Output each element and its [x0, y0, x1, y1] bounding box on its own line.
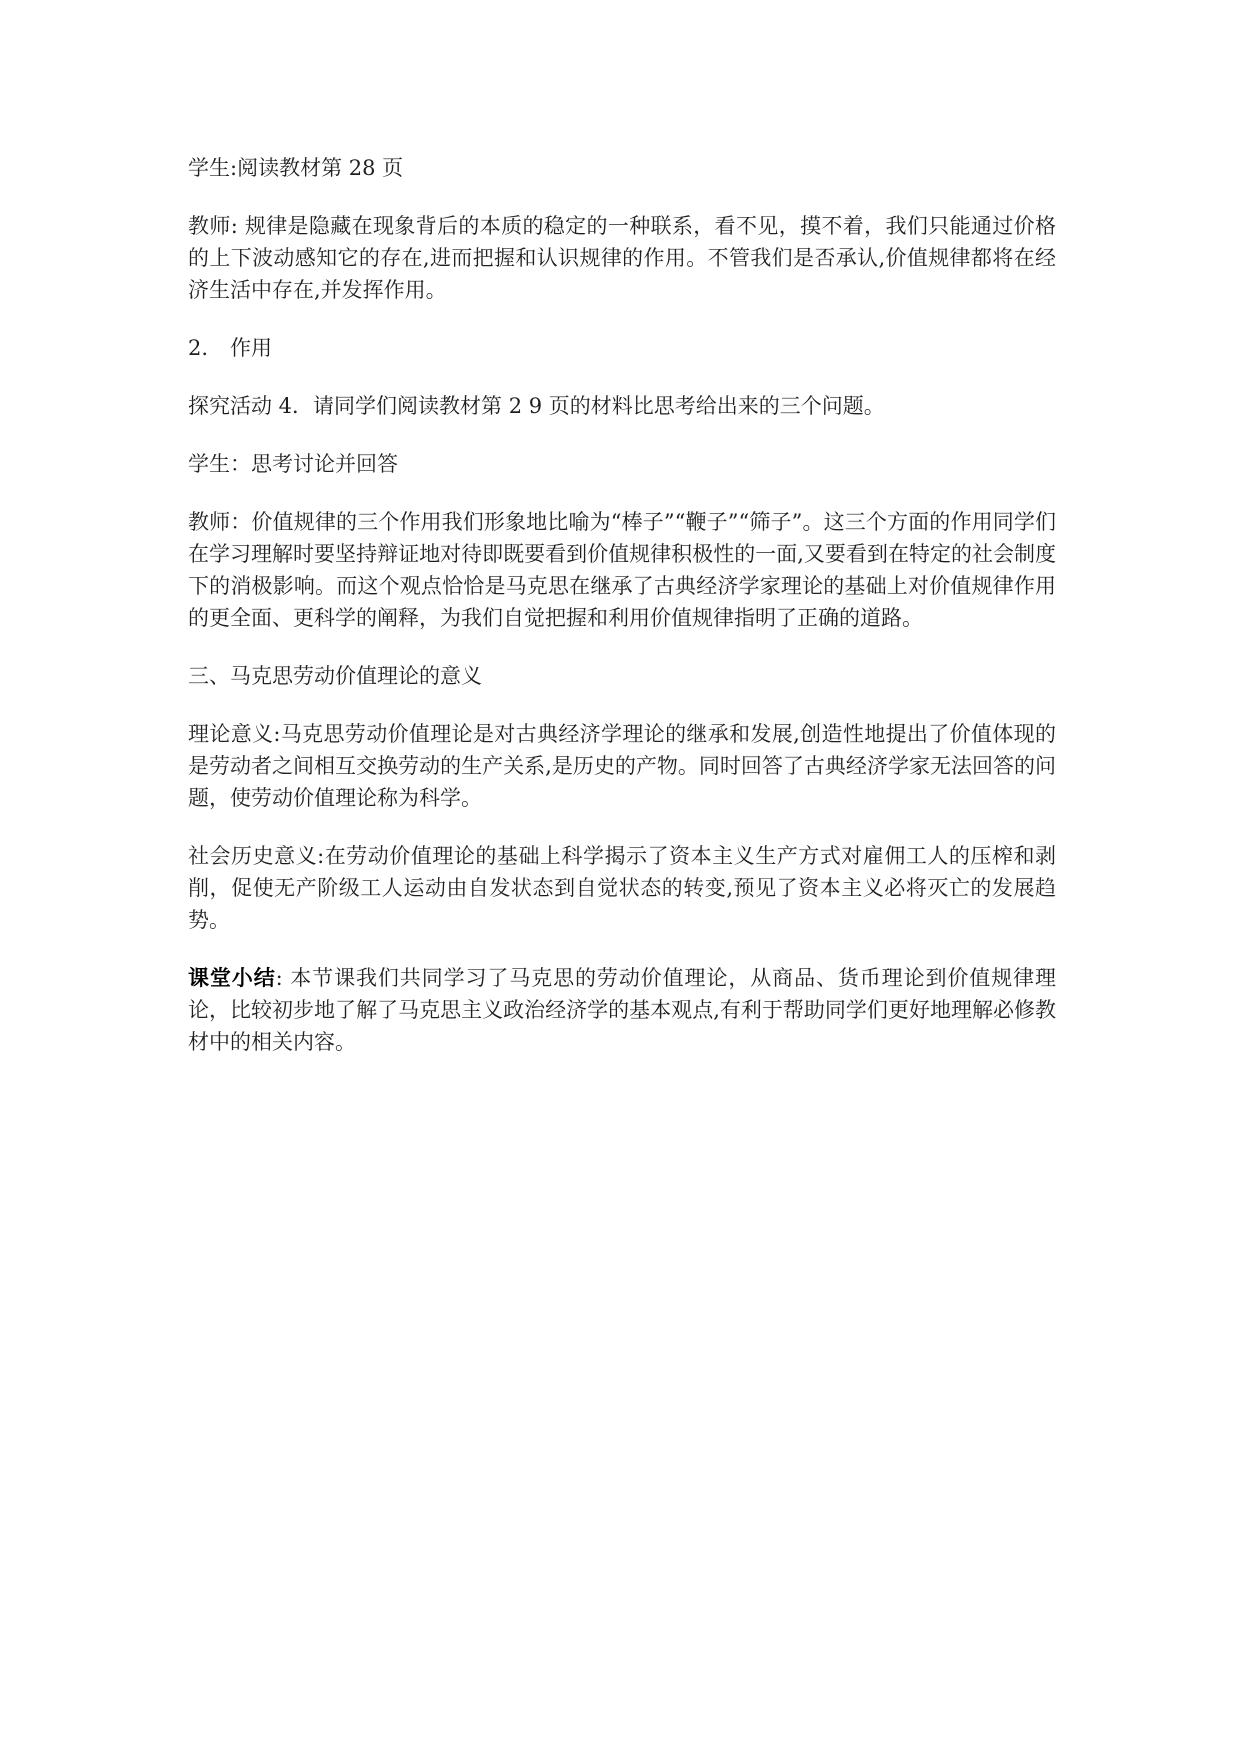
document-page — [188, 152, 1056, 1084]
section-heading-function — [188, 332, 1056, 364]
section-heading-significance: 三、马克思劳动价值理论的意义 — [188, 664, 482, 688]
paragraph-theoretical-significance: 理论意义:马克思劳动价值理论是对古典经济学理论的继承和发展,创造性地提出了价值体现的是劳动者之间相互交换劳动的生产关系,是历史的产物。同时回答了古典经济学家无法回答的问题，使劳动价值理论称为科学。 — [188, 722, 1056, 810]
paragraph-activity-4: 探究活动 4．请同学们阅读教材第 2 9 页的材料比思考给出来的三个问题。 — [188, 394, 885, 418]
summary-label: 课堂小结 — [188, 965, 276, 990]
list-number: 2. — [188, 336, 209, 360]
paragraph-class-summary — [188, 962, 1056, 1058]
paragraph-social-historical-significance: 社会历史意义:在劳动价值理论的基础上科学揭示了资本主义生产方式对雇佣工人的压榨和剥削，促使无产阶级工人运动由自发状态到自觉状态的转变,预见了资本主义必将灭亡的发展趋势。 — [188, 844, 1056, 932]
paragraph-student-discuss: 学生：思考讨论并回答 — [188, 452, 398, 476]
paragraph-teacher-three-functions: 教师：价值规律的三个作用我们形象地比喻为“棒子”“鞭子”“筛子”。这三个方面的作用同学们在学习理解时要坚持辩证地对待即既要看到价值规律积极性的一面,又要看到在特定的社会制度下的消极影响。而这个观点恰恰是马克思在继承了古典经济学家理论的基础上对价值规律作用的更全面、更科学的阐释，为我们自觉把握和利用价值规律指明了正确的道路。 — [188, 510, 1056, 630]
section-heading-text: 作用 — [230, 336, 272, 360]
paragraph-student-reading: 学生:阅读教材第 28 页 — [188, 156, 404, 180]
paragraph-teacher-law: 教师: 规律是隐藏在现象背后的本质的稳定的一种联系，看不见，摸不着，我们只能通过价格的上下波动感知它的存在,进而把握和认识规律的作用。不管我们是否承认,价值规律都将在经济生活中存在,并发挥作用。 — [188, 214, 1056, 302]
summary-text: : 本节课我们共同学习了马克思的劳动价值理论，从商品、货币理论到价值规律理论，比较初步地了解了马克思主义政治经济学的基本观点,有利于帮助同学们更好地理解必修教材中的相关内容。 — [188, 966, 1057, 1054]
